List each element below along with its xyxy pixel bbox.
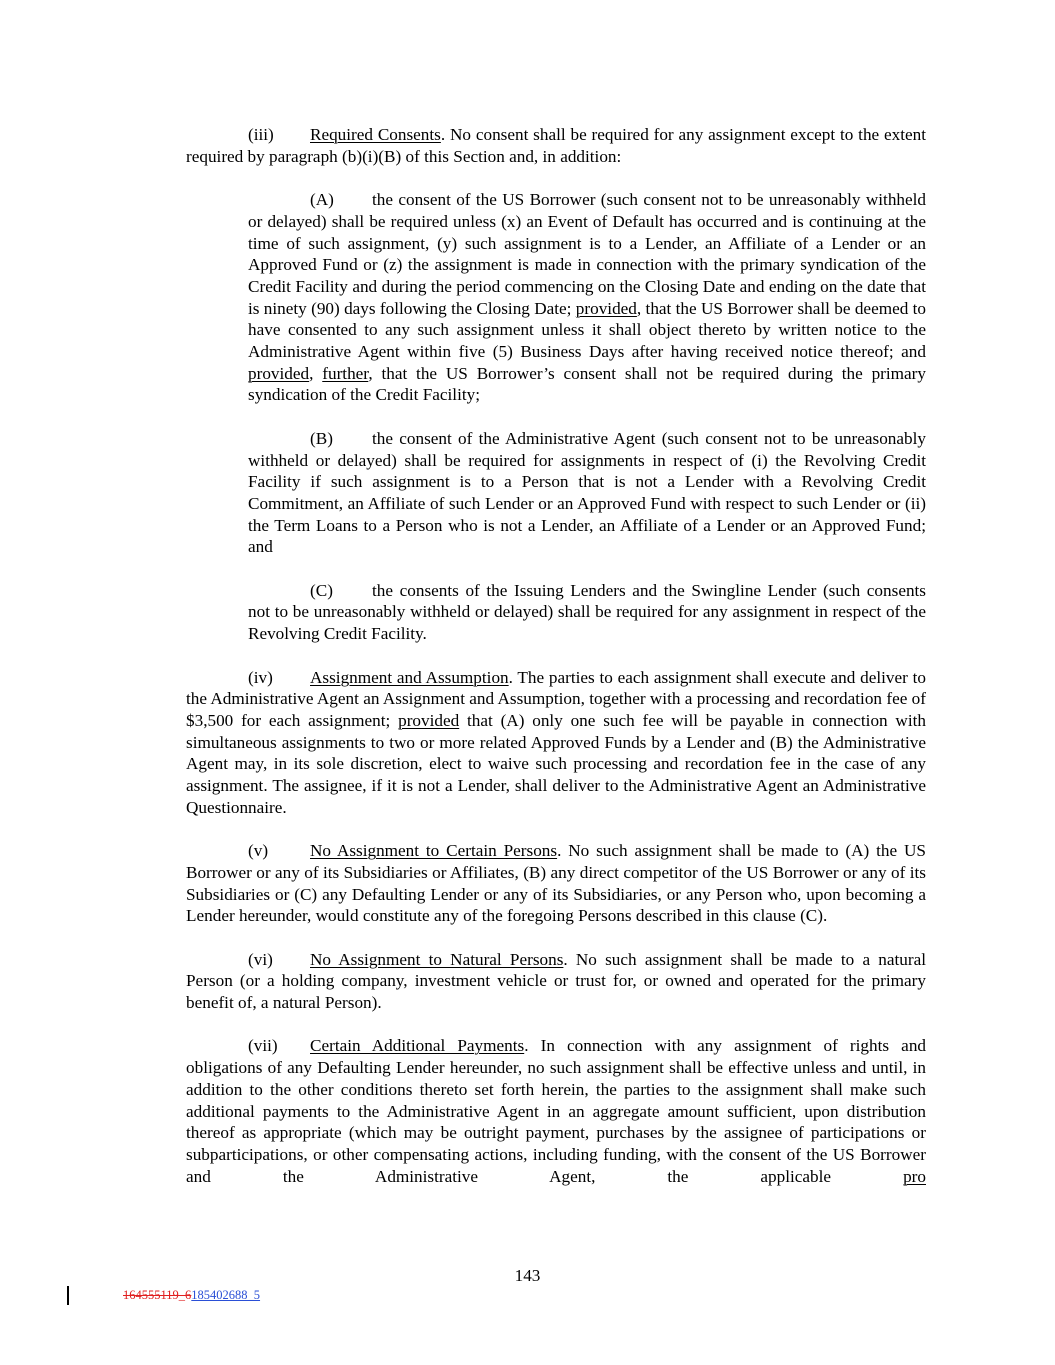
clause-marker: (C) bbox=[310, 580, 333, 600]
section-text: . The parties to each assignment shall execute and deliver to the Administrative Agent an Assignment and Assumption, together with a processing and recordation fee of $3,500 for each assignment; bbox=[186, 667, 926, 730]
section-text: that (A) only one such fee will be payable in connection with simultaneous assignments to two or more related Approved Funds by a Lender and (B) the Administrative Agent may, in its sole discretion, elect to waive such processing and recordation fee in the case of any assignment. The assignee, if it is not a Lender, shall deliver to the Administrative Agent an Administrative Questionnaire. bbox=[186, 710, 926, 817]
clause-A bbox=[248, 189, 926, 406]
section-marker: (v) bbox=[248, 841, 269, 861]
clause-text: the consents of the Issuing Lenders and the Swingline Lender (such consents not to be unreasonably withheld or delayed) shall be required for any assignment in respect of the Revolving Credit Facility. bbox=[248, 580, 926, 644]
section-heading: Required Consents bbox=[310, 125, 441, 144]
section-marker: (vi) bbox=[248, 949, 273, 969]
section-marker: (vii) bbox=[248, 1036, 278, 1056]
section-heading: No Assignment to Certain Persons bbox=[310, 841, 558, 861]
deleted-document-id: 164555119_6 bbox=[123, 1288, 192, 1302]
document-id bbox=[123, 1288, 260, 1303]
clause-text: , bbox=[309, 363, 323, 383]
clause-text: the consent of the US Borrower (such consent not to be unreasonably withheld or delayed) shall be required unless (x) an Event of Default has occurred and is continuing at the time of such assignment, (y) such assignment is to a Lender, an Affiliate of a Lender or an Approved Fund or (z) the assignment is made in connection with the primary syndication of the Credit Facility and during the period commencing on the Closing Date and ending on the date that is ninety (90) days following the Closing Date; bbox=[248, 190, 926, 318]
provided-term: provided bbox=[248, 363, 310, 383]
clause-text: , that the US Borrower’s consent shall not be required during the primary syndication of the Credit Facility; bbox=[248, 363, 927, 405]
inserted-document-id: 185402688_5 bbox=[191, 1288, 261, 1302]
clause-B bbox=[248, 428, 926, 558]
section-heading: Assignment and Assumption bbox=[310, 667, 509, 687]
clause-text: the consent of the Administrative Agent (such consent not to be unreasonably withheld or delayed) shall be required for assignments in respect of (i) the Revolving Credit Facility if such assignment is to a Person that is not a Lender with a Revolving Credit Commitment, an Affiliate of such Lender or an Approved Fund with respect to such Lender or (ii) the Term Loans to a Person who is not a Lender, an Affiliate of a Lender or an Approved Fund; and bbox=[248, 428, 926, 557]
section-text: . No such assignment shall be made to a natural Person (or a holding company, investment vehicle or trust for, or owned and operated for the primary benefit of, a natural Person). bbox=[186, 949, 927, 1013]
section-heading: Certain Additional Payments bbox=[310, 1036, 525, 1056]
section-vii bbox=[186, 1035, 926, 1187]
section-iv bbox=[186, 667, 926, 819]
clause-marker: (B) bbox=[310, 428, 333, 448]
section-text: . No consent shall be required for any assignment except to the extent required by paragraph (b)(i)(B) of this Section and, in addition: bbox=[186, 125, 927, 166]
clause-C bbox=[248, 580, 926, 645]
section-marker: (iii) bbox=[248, 125, 274, 144]
document-body bbox=[186, 124, 926, 1209]
clause-marker: (A) bbox=[310, 190, 334, 210]
section-text: . No such assignment shall be made to (A) the US Borrower or any of its Subsidiaries or Affiliates, (B) any direct competitor of the US Borrower or any of its Subsidiaries or (C) any Defaulting Lender or any of its Subsidiaries, or any Person who, upon becoming a Lender hereunder, would constitute any of the foregoing Persons described in this clause (C). bbox=[186, 841, 926, 926]
provided-term: provided bbox=[398, 710, 460, 730]
further-term: further bbox=[322, 363, 369, 383]
section-text: . In connection with any assignment of rights and obligations of any Defaulting Lender hereunder, no such assignment shall be effective unless and until, in addition to the other conditions thereto set forth herein, the parties to the assignment shall make such additional payments to the Administrative Agent in an aggregate amount sufficient, upon distribution thereof as appropriate (which may be outright payment, purchases by the assignee of participations or subparticipations, or other compensating actions, including funding, with the consent of the US Borrower and the Administrative Agent, the applicable bbox=[186, 1036, 927, 1186]
section-marker: (iv) bbox=[248, 667, 273, 687]
section-vi bbox=[186, 949, 926, 1014]
section-v bbox=[186, 840, 926, 927]
section-heading: No Assignment to Natural Persons bbox=[310, 949, 564, 969]
provided-term: provided bbox=[575, 298, 637, 318]
change-bar bbox=[67, 1286, 69, 1305]
page-number: 143 bbox=[514, 1266, 541, 1285]
pro-rata-term: pro bbox=[903, 1166, 926, 1186]
section-iii bbox=[186, 124, 926, 167]
clause-text: , that the US Borrower shall be deemed to have consented to any such assignment unless it shall object thereto by written notice to the Administrative Agent within five (5) Business Days after having received notice thereof; and bbox=[248, 298, 926, 362]
